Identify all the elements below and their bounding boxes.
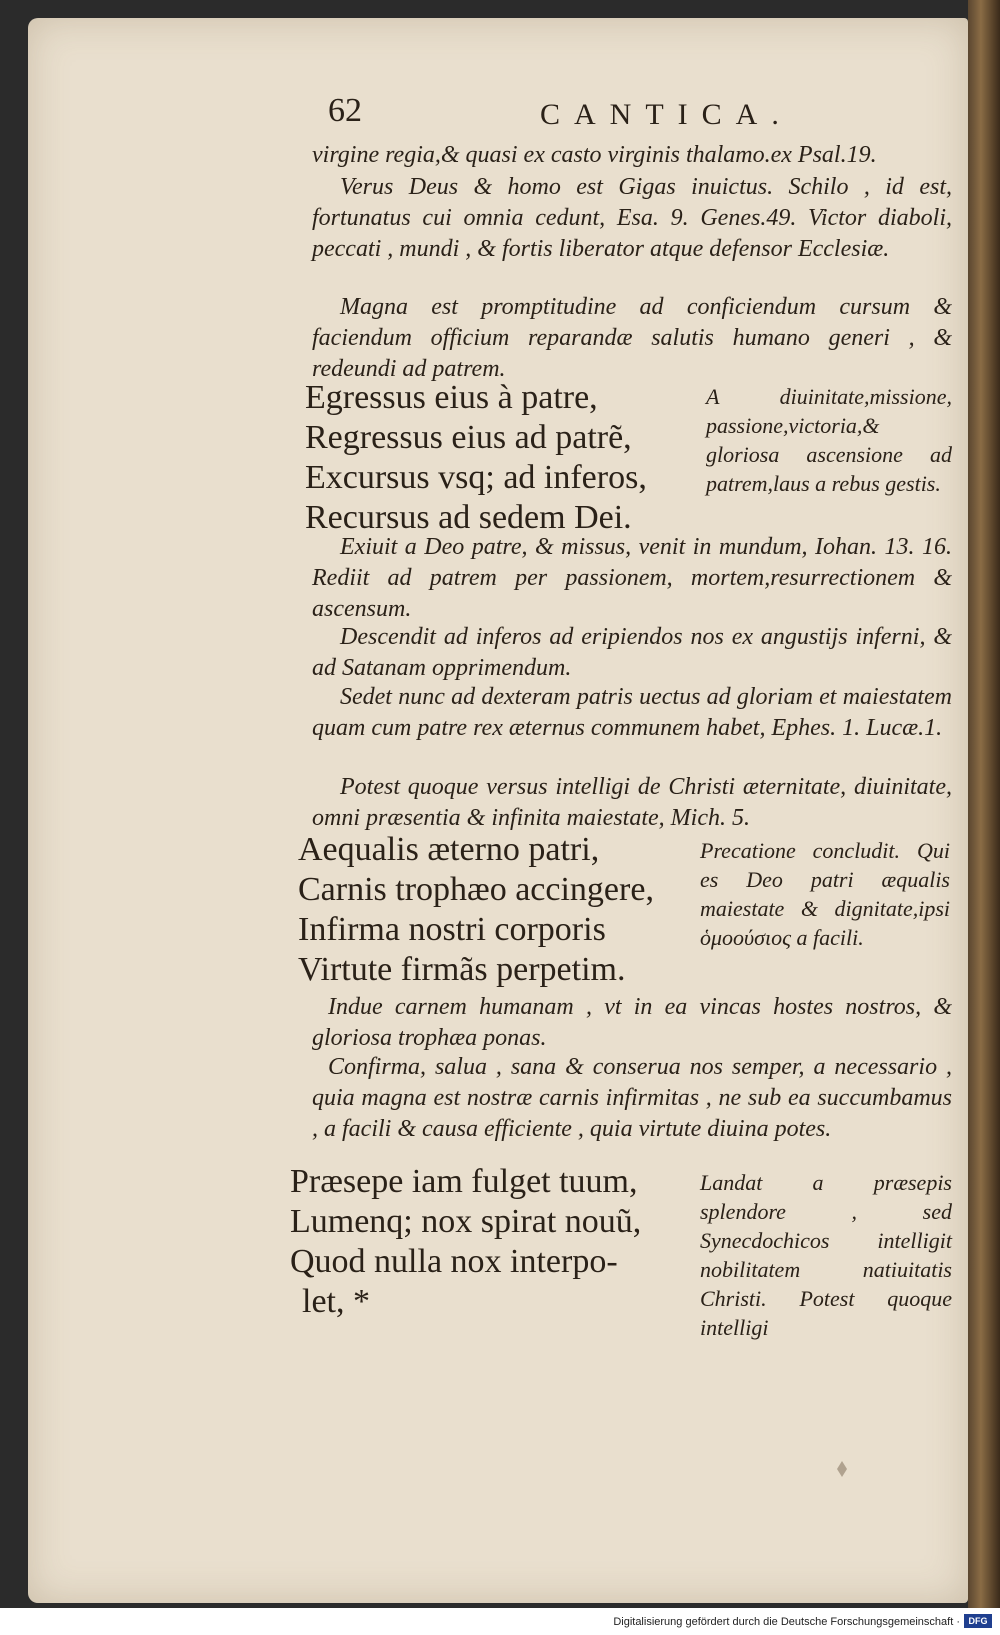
commentary-1d: Potest quoque versus intelligi de Christi æternitate, diuinitate, omni præsentia & infinita maiestate, Mich. 5. <box>312 774 952 831</box>
commentary-1b: Descendit ad inferos ad eripiendos nos ex angustijs inferni, & ad Satanam opprimendum. <box>312 624 952 681</box>
commentary-1a: Exiuit a Deo patre, & missus, venit in mundum, Iohan. 13. 16. Rediit ad patrem per passionem, mortem,resurrectionem & ascensum. <box>312 534 952 622</box>
stanza-2-gloss: Precatione concludit. Qui es Deo patri æqualis maiestate & dignitate,ipsi ὁμοούσιος a facili. <box>700 838 950 950</box>
commentary-1c: Sedet nunc ad dexteram patris uectus ad gloriam et maiestatem quam cum patre rex æternus communem habet, Ephes. 1. Lucæ.1. <box>312 684 952 741</box>
verse-line: Lumenq; nox spirat nouũ, <box>290 1203 642 1240</box>
printer-mark-icon <box>835 1460 849 1478</box>
verse-line: Carnis trophæo accingere, <box>298 871 654 908</box>
paragraph-2: Verus Deus & homo est Gigas inuictus. Schilo , id est, fortunatus cui omnia cedunt, Esa. 9. Genes.49. Victor diaboli, peccati , mundi , & fortis liberator atque defensor Ecclesiæ. <box>312 174 952 262</box>
paragraph-1: virgine regia,& quasi ex casto virginis thalamo.ex Psal.19. <box>312 142 877 168</box>
paragraph-3: Magna est promptitudine ad conficiendum cursum & faciendum officium reparandæ salutis humano generi , & redeundi ad patrem. <box>312 294 952 382</box>
verse-line: Egressus eius à patre, <box>305 379 598 416</box>
commentary-2a: Indue carnem humanam , vt in ea vincas hostes nostros, & gloriosa trophæa ponas. <box>312 994 952 1051</box>
stanza-3-gloss: Landat a præsepis splendore , sed Synecdochicos intelligit nobilitatem natiuitatis Christi. Potest quoque intelligi <box>700 1170 952 1340</box>
verse-line: Aequalis æterno patri, <box>298 831 600 868</box>
verse-line: Regressus eius ad patrẽ, <box>305 419 632 456</box>
verse-line: Quod nulla nox interpo- <box>290 1243 618 1280</box>
page-header <box>320 92 980 136</box>
verse-line: Præsepe iam fulget tuum, <box>290 1163 638 1200</box>
verse-line: Recursus ad sedem Dei. <box>305 499 632 536</box>
stanza-1 <box>305 378 695 538</box>
stanza-1-gloss: A diuinitate,missione, passione,victoria,& gloriosa ascensione ad patrem,laus a rebus gestis. <box>706 384 952 496</box>
running-head: CANTICA. <box>540 98 793 131</box>
verse-line: Infirma nostri corporis <box>298 911 606 948</box>
footer-credit: Digitalisierung gefördert durch die Deutsche Forschungsgemeinschaft · <box>613 1616 960 1628</box>
verse-line: Virtute firmãs perpetim. <box>298 951 626 988</box>
stanza-2 <box>298 830 688 990</box>
stanza-3 <box>290 1162 685 1322</box>
commentary-2b: Confirma, salua , sana & conserua nos semper, a necessario , quia magna est nostræ carnis infirmitas , ne sub ea succumbamus , a facili & causa efficiente , quia virtute diuina potes. <box>312 1054 952 1142</box>
page-number: 62 <box>328 92 362 129</box>
dfg-logo: DFG <box>964 1614 992 1628</box>
verse-line: Excursus vsq; ad inferos, <box>305 459 647 496</box>
verse-line: let, * <box>302 1283 370 1320</box>
